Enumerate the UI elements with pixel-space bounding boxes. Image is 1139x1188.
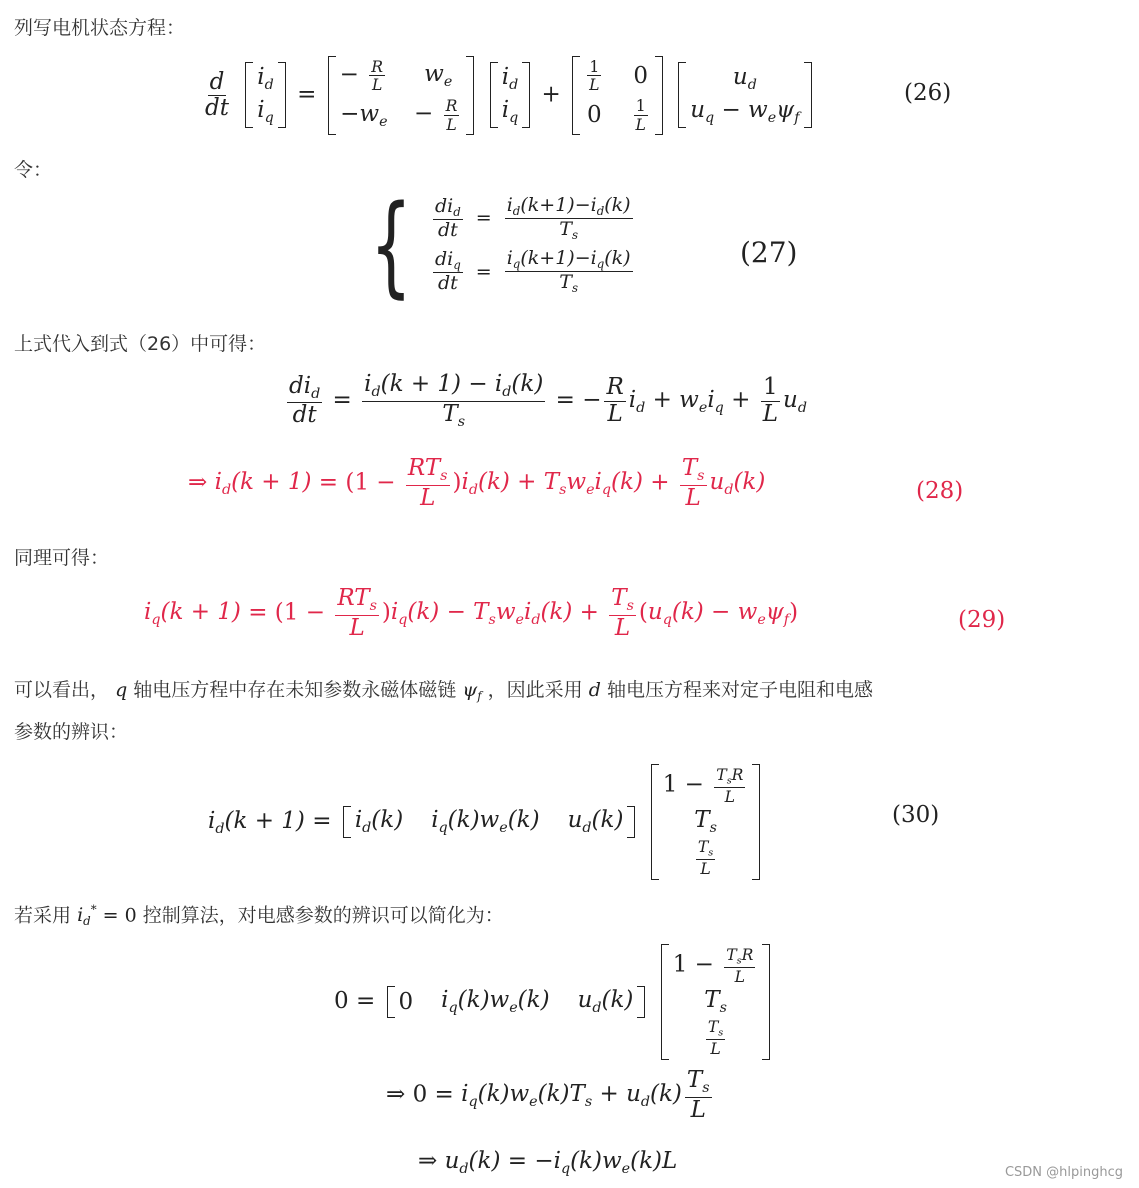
- watermark: CSDN @hlpinghcg: [1004, 1165, 1123, 1180]
- eq-26-tag: (26): [904, 80, 952, 106]
- equation-26: $\frac{d}{dt}$ $i_d$ $i_q$ = − $\frac{R}{L}$ $w_e$ $-w_e$ − $\frac{R}{L}$ $i_d$ $i_q$ + $\frac{1}{L}$ 0 0 $\frac{1}{L}$ $u_d$ $u_q - w_e\psi_f$: [200, 56, 816, 135]
- eq-27-tag: (27): [740, 236, 798, 269]
- sub-into-text: 上式代入到式（26）中可得：: [14, 333, 267, 355]
- similarly-text: 同理可得：: [14, 547, 110, 569]
- equation-30: $i_d(k + 1)$ = $i_d(k)$ $i_q(k)w_e(k)$ $u_d(k)$ 1 − $\frac{T_sR}{L}$ $T_s$ $\frac{T_s}{L}$: [208, 764, 764, 880]
- equation-simplified: 0 = 0 $i_q(k)w_e(k)$ $u_d(k)$ 1 − $\frac{T_sR}{L}$ $T_s$ $\frac{T_s}{L}$: [334, 944, 774, 1060]
- equation-29: $i_q(k + 1) = (1$ − $\frac{RT_s}{L}$ )$i_q(k) - T_sw_ei_d(k)$ + $\frac{T_s}{L}$ $(u_q(k) - w_e\psi_f)$: [144, 585, 799, 641]
- equation-27: { $\frac{di_d}{dt}$ = $\frac{i_d(k+1)-i_d(k)}{T_s}$ $\frac{di_q}{dt}$ = $\frac{i_q(k+1)-i_q(k)}{T_s}$: [370, 181, 631, 309]
- let-text: 令：: [14, 159, 53, 181]
- equation-simplified-2: ⇒ $0 = i_q(k)w_e(k)T_s + u_d(k)$ $\frac{T_s}{L}$: [386, 1067, 710, 1123]
- observation-line-1: 可以看出， q 轴电压方程中存在未知参数永磁体磁链 $\psi_f$ ，因此采用 d 轴电压方程来对定子电阻和电感: [14, 679, 873, 704]
- intro-text: 列写电机状态方程：: [14, 17, 186, 39]
- equation-28-derivation: $\frac{di_d}{dt}$ = $\frac{i_d(k + 1) - i_d(k)}{T_s}$ = − $\frac{R}{L}$ $i_d + w_ei_q$ + $\frac{1}{L}$ $u_d$: [289, 371, 807, 430]
- observation-line-2: 参数的辨识：: [14, 721, 129, 743]
- eq-30-tag: (30): [892, 802, 940, 828]
- equation-28: ⇒ $i_d(k + 1) = (1$ − $\frac{RT_s}{L}$ )$i_d(k) + T_sw_ei_q(k)$ + $\frac{T_s}{L}$ $u_d(k)$: [188, 455, 766, 511]
- eq-28-tag: (28): [916, 478, 964, 504]
- if-use-text: 若采用 $i_d^* = 0$ 控制算法，对电感参数的辨识可以简化为：: [14, 903, 504, 929]
- eq-29-tag: (29): [958, 607, 1006, 633]
- equation-result: ⇒ $u_d(k) = -i_q(k)w_e(k)L$: [418, 1148, 678, 1177]
